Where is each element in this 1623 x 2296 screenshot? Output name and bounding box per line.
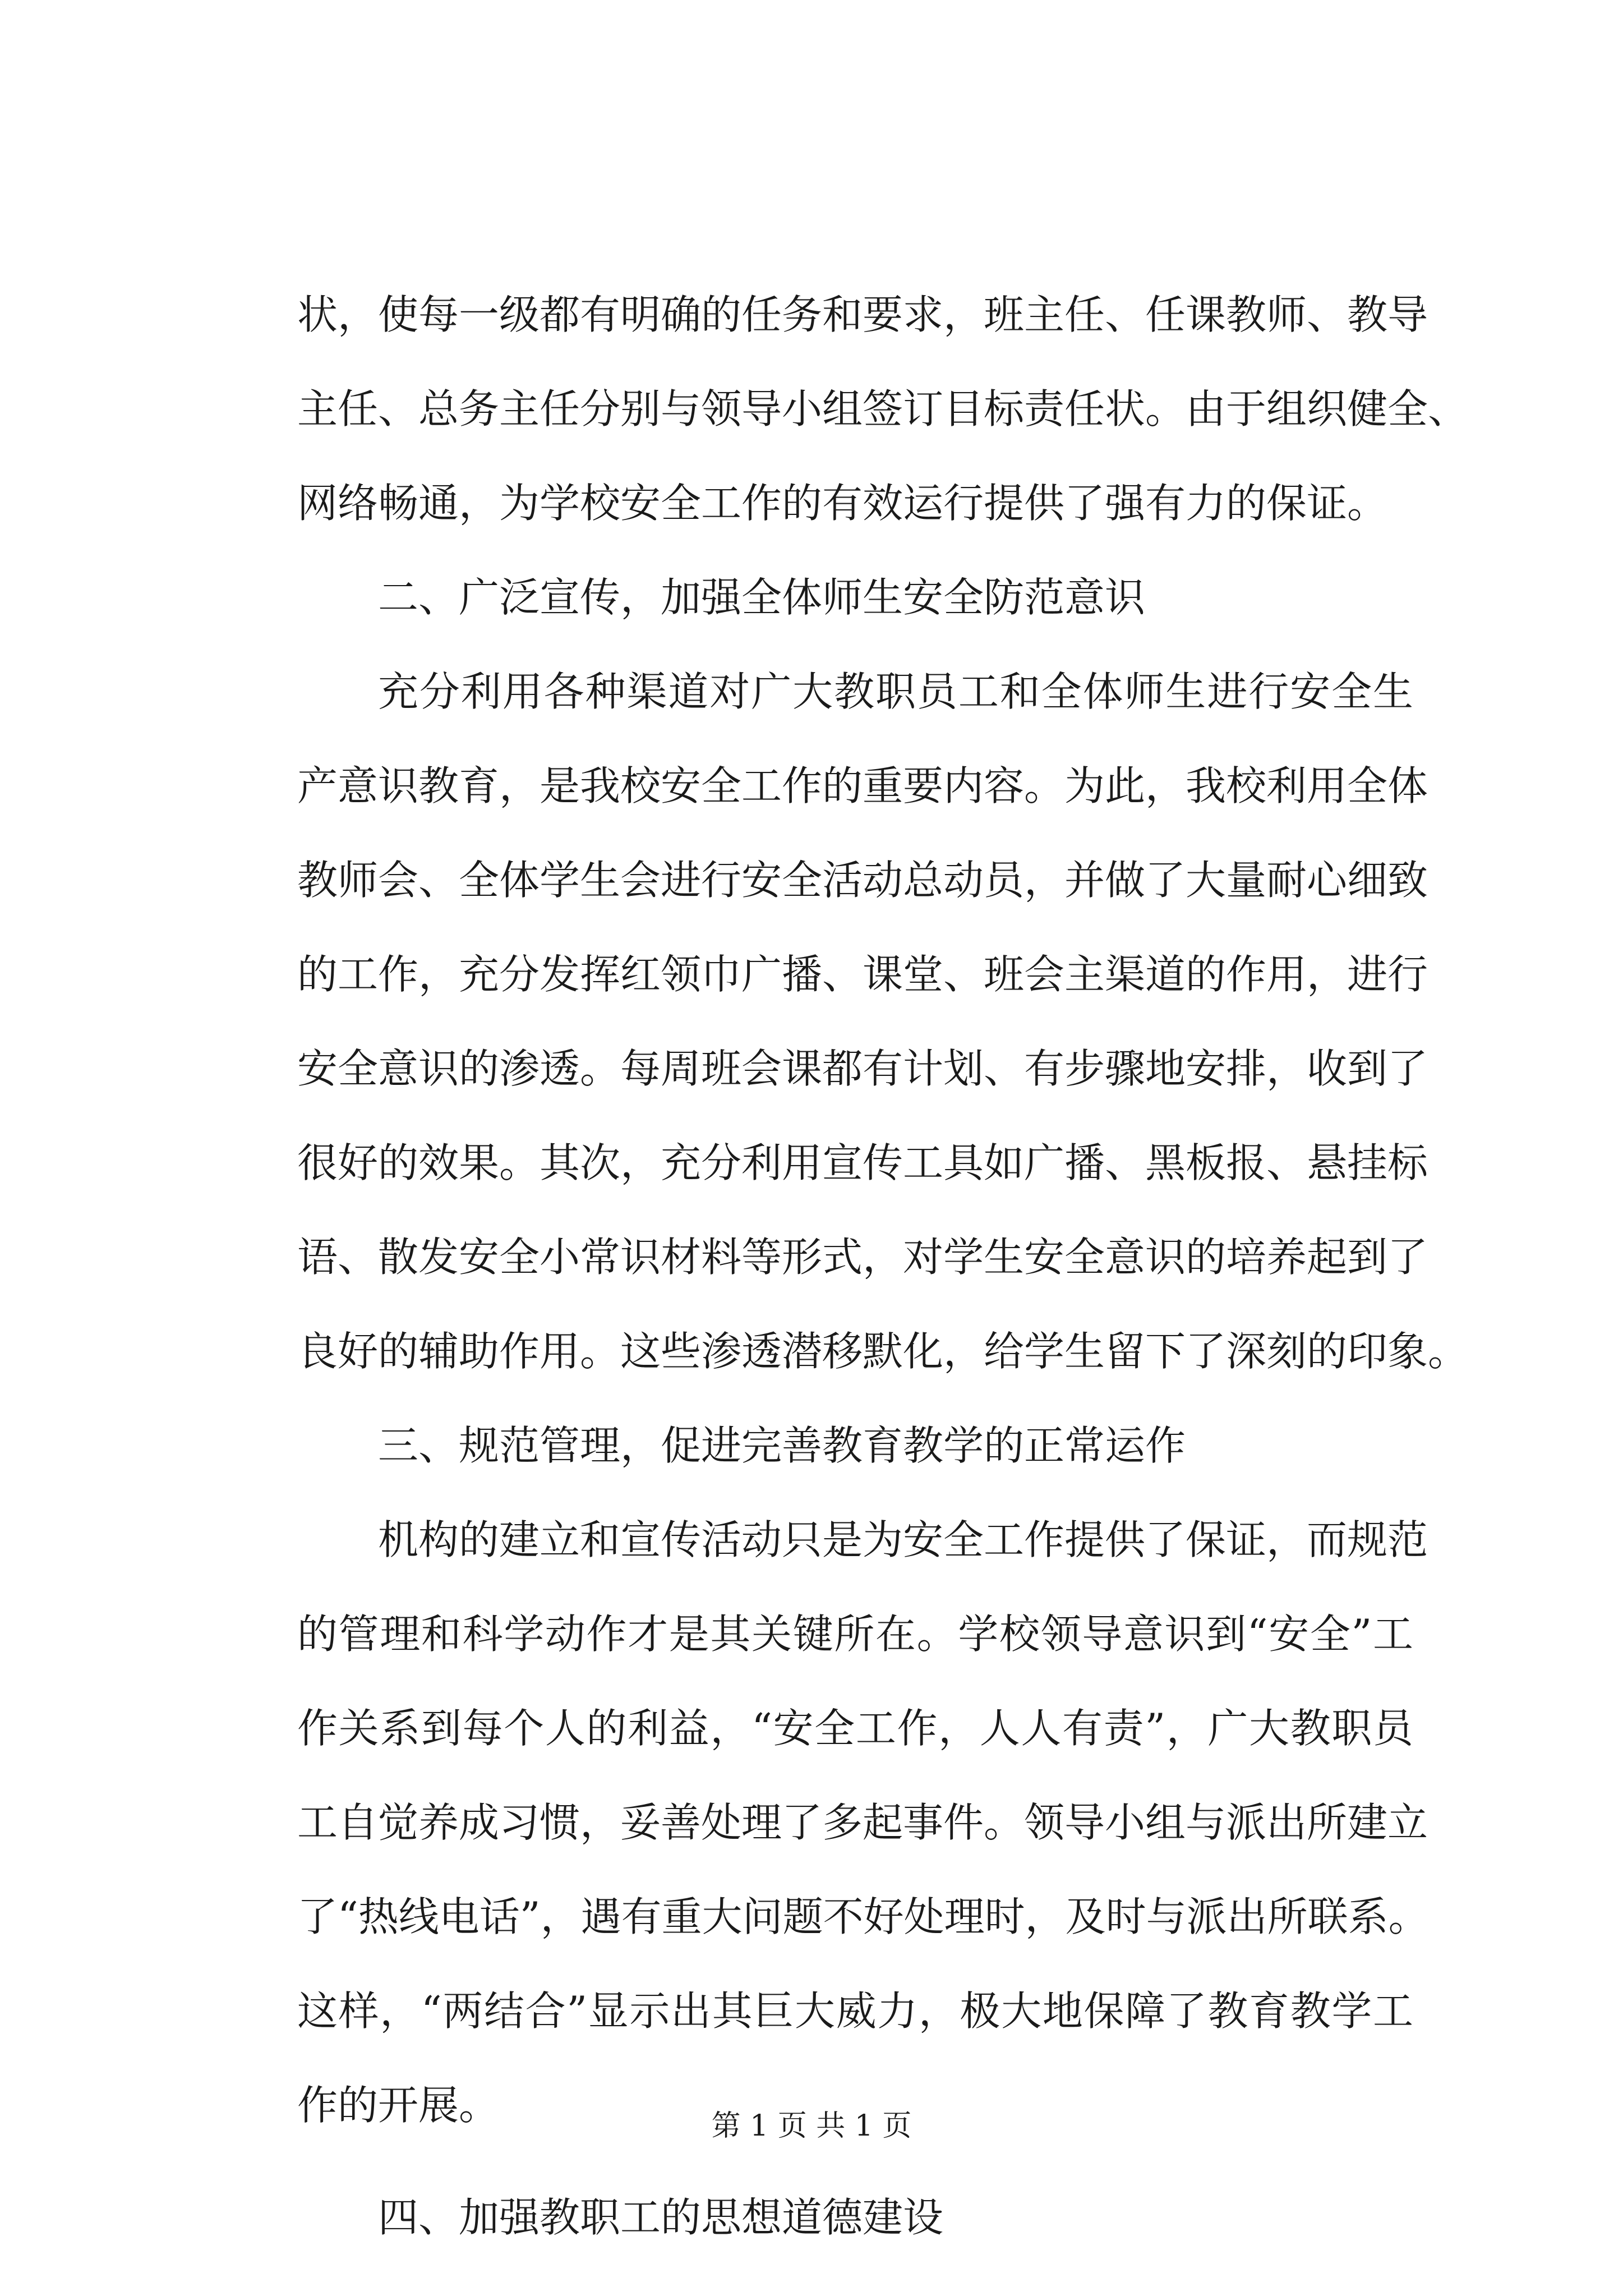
text-line: 安全意识的渗透。每周班会课都有计划、有步骤地安排，收到了 bbox=[297, 1045, 1428, 1092]
text-line: 教师会、全体学生会进行安全活动总动员，并做了大量耐心细致 bbox=[297, 857, 1428, 904]
text-line: 良好的辅助作用。这些渗透潜移默化，给学生留下了深刻的印象。 bbox=[297, 1328, 1469, 1375]
text-line: 语、散发安全小常识材料等形式，对学生安全意识的培养起到了 bbox=[297, 1234, 1428, 1281]
text-line: 了“热线电话”，遇有重大问题不好处理时，及时与派出所联系。 bbox=[297, 1893, 1429, 1940]
document-body bbox=[297, 291, 1469, 2289]
text-line: 的工作，充分发挥红领巾广播、课堂、班会主渠道的作用，进行 bbox=[297, 951, 1428, 998]
text-line: 主任、总务主任分别与领导小组签订目标责任状。由于组织健全、 bbox=[297, 385, 1469, 432]
text-line: 网络畅通，为学校安全工作的有效运行提供了强有力的保证。 bbox=[297, 480, 1388, 527]
text-line: 工自觉养成习惯，妥善处理了多起事件。领导小组与派出所建立 bbox=[297, 1799, 1428, 1846]
section-heading-4: 四、加强教职工的思想道德建设 bbox=[378, 2194, 944, 2241]
text-line: 机构的建立和宣传活动只是为安全工作提供了保证，而规范 bbox=[378, 1516, 1428, 1563]
text-line: 的管理和科学动作才是其关键所在。学校领导意识到“安全”工 bbox=[297, 1611, 1413, 1658]
section-heading-3: 三、规范管理，促进完善教育教学的正常运作 bbox=[378, 1422, 1186, 1469]
section-heading-2: 二、广泛宣传，加强全体师生安全防范意识 bbox=[378, 574, 1146, 621]
text-line: 这样，“两结合”显示出其巨大威力，极大地保障了教育教学工 bbox=[297, 1987, 1413, 2035]
page-footer: 第 1 页 共 1 页 bbox=[711, 2109, 912, 2143]
text-line: 很好的效果。其次，充分利用宣传工具如广播、黑板报、悬挂标 bbox=[297, 1139, 1428, 1186]
text-line: 产意识教育，是我校安全工作的重要内容。为此，我校利用全体 bbox=[297, 762, 1428, 809]
text-line: 充分利用各种渠道对广大教职员工和全体师生进行安全生 bbox=[378, 668, 1413, 715]
text-line: 作关系到每个人的利益，“安全工作，人人有责”，广大教职员 bbox=[297, 1705, 1413, 1752]
text-line: 状，使每一级都有明确的任务和要求，班主任、任课教师、教导 bbox=[297, 291, 1428, 338]
text-line: 作的开展。 bbox=[297, 2082, 500, 2129]
